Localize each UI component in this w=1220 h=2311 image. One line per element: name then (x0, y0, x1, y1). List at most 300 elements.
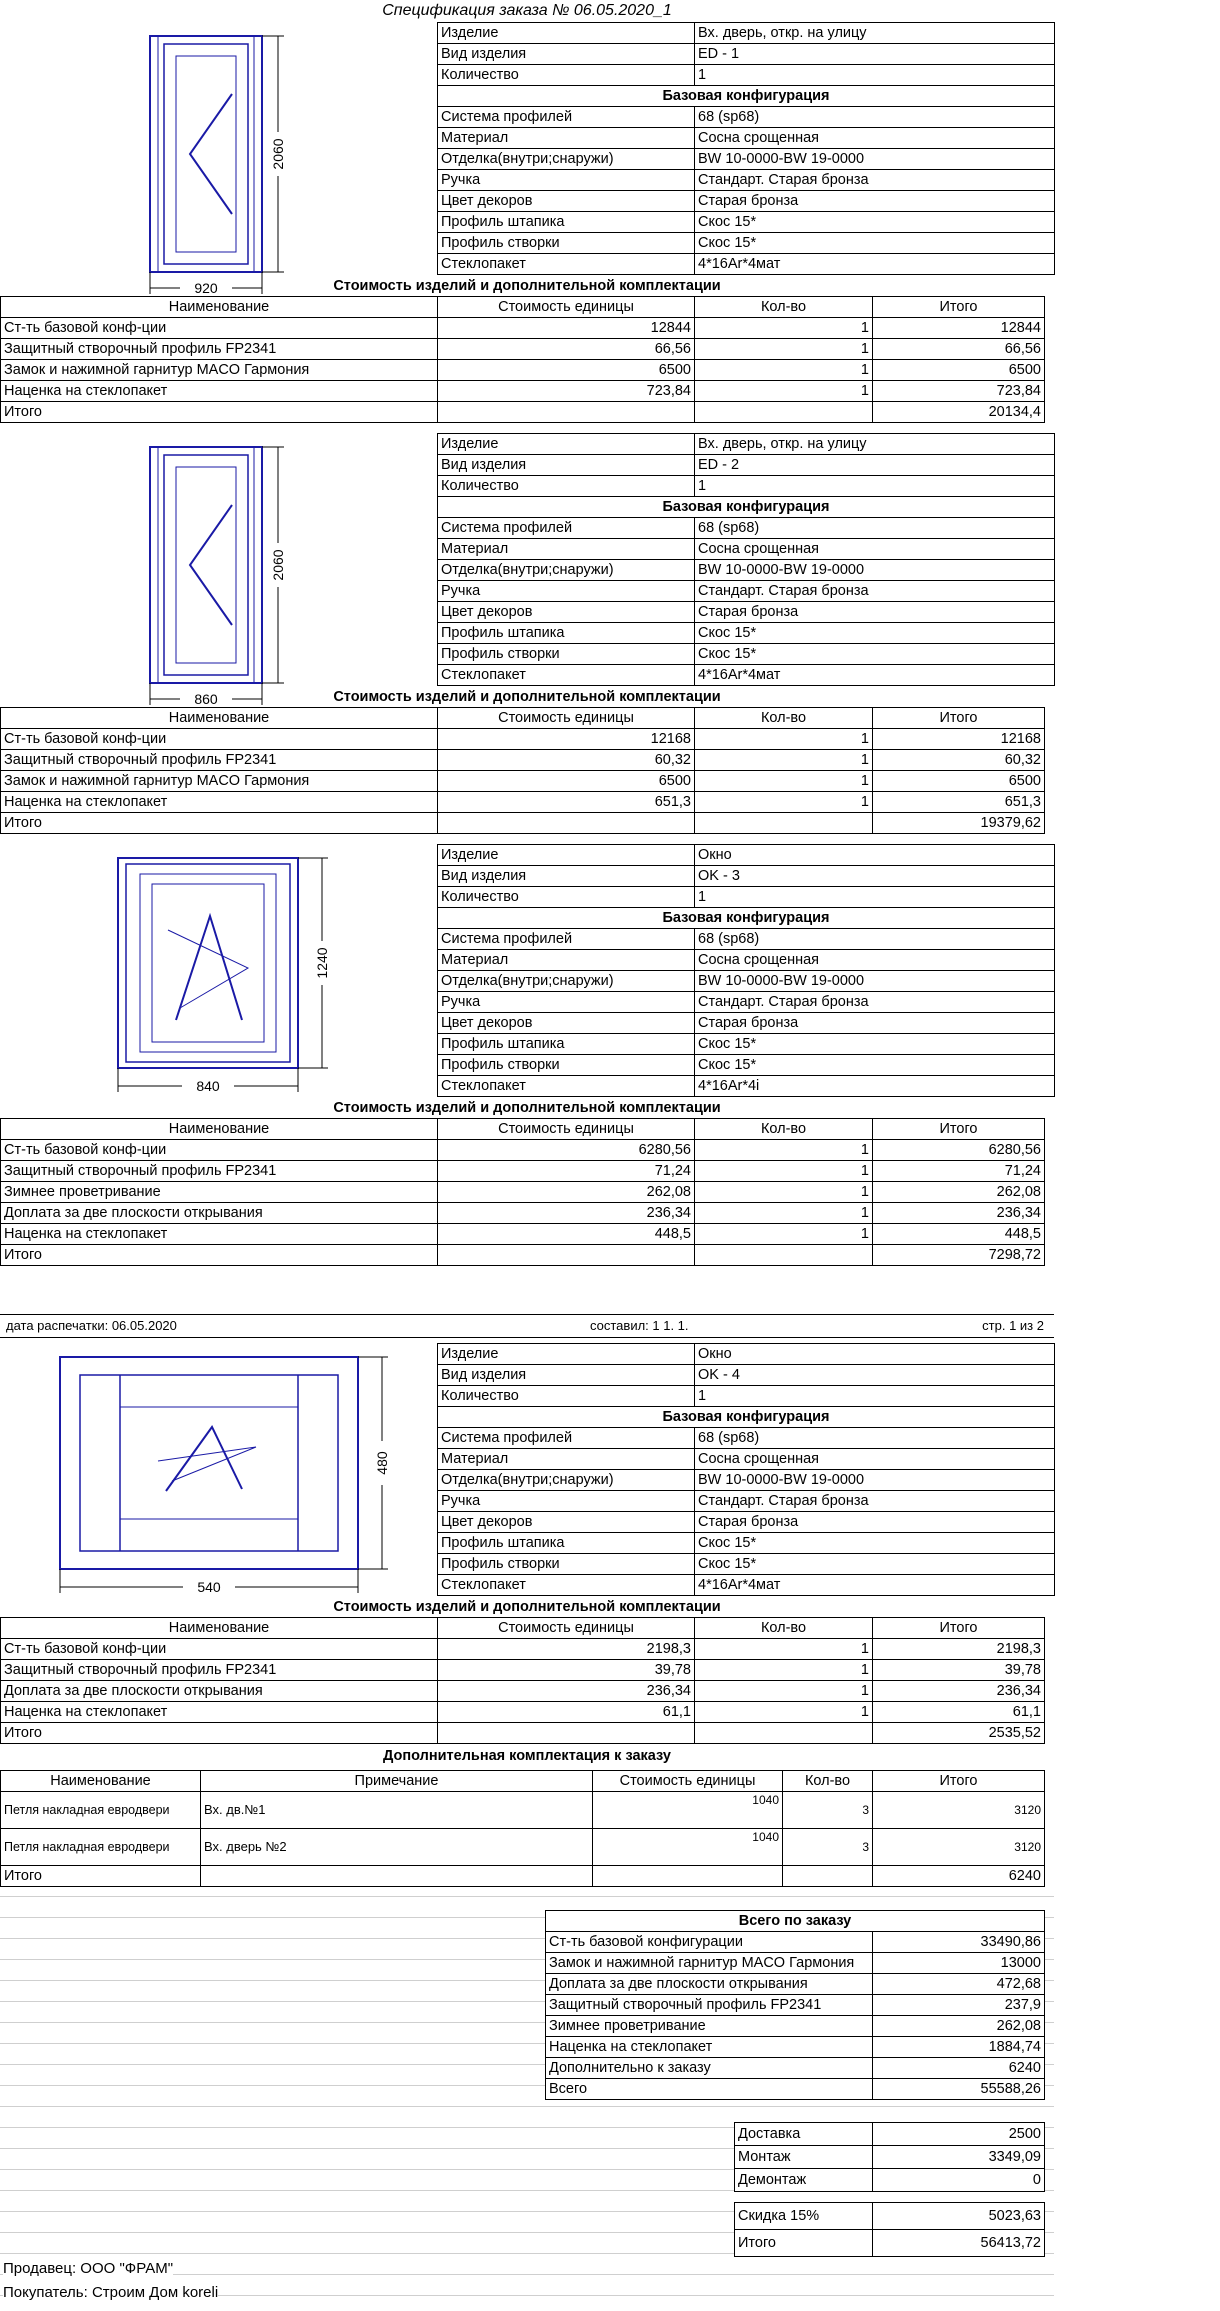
config-value: Скос 15* (695, 1034, 1055, 1055)
col-name-header: Наименование (1, 708, 438, 729)
config-label: Материал (438, 539, 695, 560)
spec-row (438, 44, 1055, 65)
cost-qty: 1 (695, 1182, 873, 1203)
base-config-title: Базовая конфигурация (438, 1407, 1055, 1428)
product-drawing (0, 1343, 420, 1607)
service-row (735, 2169, 1045, 2192)
cost-name: Замок и нажимной гарнитур MACO Гармония (1, 360, 438, 381)
config-value: 4*16Ar*4мат (695, 665, 1055, 686)
spec-value: 1 (695, 1386, 1055, 1407)
config-label: Цвет декоров (438, 1512, 695, 1533)
cost-name: Наценка на стеклопакет (1, 381, 438, 402)
config-value: 4*16Ar*4мат (695, 1575, 1055, 1596)
summary-value: 1884,74 (873, 2037, 1045, 2058)
extra-qty: 3 (783, 1792, 873, 1829)
cost-qty: 1 (695, 318, 873, 339)
config-row (438, 1428, 1055, 1449)
extra-grand-total: 6240 (873, 1866, 1045, 1887)
config-value: Сосна срощенная (695, 950, 1055, 971)
spec-table (437, 22, 1055, 275)
cost-total-row (1, 402, 1045, 423)
summary-value: 262,08 (873, 2016, 1045, 2037)
summary-name: Ст-ть базовой конфигурации (546, 1932, 873, 1953)
cost-row (1, 339, 1045, 360)
service-name: Доставка (735, 2123, 873, 2146)
spec-label: Вид изделия (438, 44, 695, 65)
config-row (438, 992, 1055, 1013)
cost-name: Замок и нажимной гарнитур MACO Гармония (1, 771, 438, 792)
col-unit-header: Стоимость единицы (438, 297, 695, 318)
spec-label: Вид изделия (438, 455, 695, 476)
config-value: Старая бронза (695, 1013, 1055, 1034)
cost-total: 6500 (873, 771, 1045, 792)
summary-name: Всего (546, 2079, 873, 2100)
base-config-header (438, 497, 1055, 518)
cost-unit: 448,5 (438, 1224, 695, 1245)
extra-qty: 3 (783, 1829, 873, 1866)
config-label: Цвет декоров (438, 1013, 695, 1034)
spec-label: Количество (438, 887, 695, 908)
spec-label: Количество (438, 65, 695, 86)
cost-unit: 6500 (438, 360, 695, 381)
cost-unit: 6500 (438, 771, 695, 792)
config-row (438, 1470, 1055, 1491)
config-value: Старая бронза (695, 191, 1055, 212)
config-label: Система профилей (438, 107, 695, 128)
spec-value: Окно (695, 1344, 1055, 1365)
config-label: Отделка(внутри;снаружи) (438, 1470, 695, 1491)
config-value: Старая бронза (695, 602, 1055, 623)
cost-row (1, 318, 1045, 339)
summary-name: Наценка на стеклопакет (546, 2037, 873, 2058)
cost-name: Наценка на стеклопакет (1, 1224, 438, 1245)
cost-total-label: Итого (1, 1723, 438, 1744)
service-value: 2500 (873, 2123, 1045, 2146)
config-row (438, 929, 1055, 950)
product-drawing (0, 433, 420, 707)
width-dimension: 840 (196, 1078, 220, 1094)
cost-unit: 236,34 (438, 1681, 695, 1702)
extra-col-unit: Стоимость единицы (593, 1771, 783, 1792)
extra-name: Петля накладная евродвери (1, 1792, 201, 1829)
seller: Продавец: ООО "ФРАМ" (3, 2260, 174, 2277)
config-row (438, 128, 1055, 149)
cost-qty: 1 (695, 360, 873, 381)
extra-col-total: Итого (873, 1771, 1045, 1792)
extra-col-note: Примечание (201, 1771, 593, 1792)
config-label: Профиль штапика (438, 212, 695, 233)
cost-table (0, 1617, 1045, 1744)
cost-name: Доплата за две плоскости открывания (1, 1203, 438, 1224)
cost-total: 60,32 (873, 750, 1045, 771)
config-row (438, 212, 1055, 233)
summary-row (546, 2037, 1045, 2058)
cost-name: Ст-ть базовой конф-ции (1, 318, 438, 339)
config-row (438, 581, 1055, 602)
config-row (438, 1554, 1055, 1575)
cost-table (0, 296, 1045, 423)
summary-value: 472,68 (873, 1974, 1045, 1995)
cost-qty: 1 (695, 792, 873, 813)
cost-qty: 1 (695, 750, 873, 771)
config-value: Скос 15* (695, 644, 1055, 665)
spec-label: Изделие (438, 1344, 695, 1365)
cost-name: Ст-ть базовой конф-ции (1, 1140, 438, 1161)
config-value: Скос 15* (695, 233, 1055, 254)
col-qty-header: Кол-во (695, 1618, 873, 1639)
spec-row (438, 23, 1055, 44)
summary-row (546, 2058, 1045, 2079)
extra-row (1, 1792, 1045, 1829)
config-row (438, 233, 1055, 254)
cost-grand-total: 20134,4 (873, 402, 1045, 423)
cost-total-row (1, 1245, 1045, 1266)
cost-total-row (1, 1723, 1045, 1744)
cost-qty: 1 (695, 381, 873, 402)
spec-row (438, 476, 1055, 497)
spec-label: Изделие (438, 434, 695, 455)
col-total-header: Итого (873, 1618, 1045, 1639)
extra-header-row (1, 1771, 1045, 1792)
discount-name: Скидка 15% (735, 2203, 873, 2230)
cost-row (1, 1140, 1045, 1161)
config-label: Материал (438, 128, 695, 149)
cost-total-label: Итого (1, 813, 438, 834)
base-config-header (438, 1407, 1055, 1428)
config-label: Цвет декоров (438, 191, 695, 212)
extra-note: Вх. дверь №2 (201, 1829, 593, 1866)
cost-unit: 236,34 (438, 1203, 695, 1224)
config-value: Скос 15* (695, 1554, 1055, 1575)
height-dimension: 2060 (270, 138, 286, 170)
config-label: Стеклопакет (438, 1575, 695, 1596)
grand-total-label: Итого (735, 2230, 873, 2257)
cost-table (0, 1118, 1045, 1266)
summary-row (546, 2016, 1045, 2037)
product-drawing (0, 844, 420, 1108)
spec-row (438, 1386, 1055, 1407)
cost-total-label: Итого (1, 1245, 438, 1266)
config-value: Сосна срощенная (695, 1449, 1055, 1470)
base-config-title: Базовая конфигурация (438, 86, 1055, 107)
extra-total: 3120 (873, 1792, 1045, 1829)
config-row (438, 623, 1055, 644)
config-label: Отделка(внутри;снаружи) (438, 971, 695, 992)
cost-unit: 12844 (438, 318, 695, 339)
col-qty-header: Кол-во (695, 1119, 873, 1140)
config-value: 68 (sp68) (695, 518, 1055, 539)
config-value: Скос 15* (695, 1533, 1055, 1554)
width-dimension: 860 (194, 691, 218, 707)
summary-row (546, 1995, 1045, 2016)
config-label: Ручка (438, 170, 695, 191)
spec-row (438, 455, 1055, 476)
cost-total-row (1, 813, 1045, 834)
col-unit-header: Стоимость единицы (438, 1618, 695, 1639)
cost-name: Наценка на стеклопакет (1, 1702, 438, 1723)
config-label: Профиль створки (438, 644, 695, 665)
extra-note: Вх. дв.№1 (201, 1792, 593, 1829)
col-total-header: Итого (873, 708, 1045, 729)
config-value: BW 10-0000-BW 19-0000 (695, 971, 1055, 992)
spec-label: Изделие (438, 23, 695, 44)
grand-total-row (735, 2230, 1045, 2257)
config-label: Профиль створки (438, 233, 695, 254)
config-value: BW 10-0000-BW 19-0000 (695, 149, 1055, 170)
config-value: Скос 15* (695, 1055, 1055, 1076)
spec-value: OK - 3 (695, 866, 1055, 887)
extra-unit: 1040 (593, 1792, 783, 1829)
cost-qty: 1 (695, 1140, 873, 1161)
cost-grand-total: 19379,62 (873, 813, 1045, 834)
config-value: 68 (sp68) (695, 929, 1055, 950)
cost-total: 12168 (873, 729, 1045, 750)
config-row (438, 191, 1055, 212)
config-row (438, 665, 1055, 686)
cost-unit: 12168 (438, 729, 695, 750)
cost-qty: 1 (695, 1224, 873, 1245)
config-label: Цвет декоров (438, 602, 695, 623)
extra-table (0, 1770, 1045, 1887)
service-value: 0 (873, 2169, 1045, 2192)
extra-col-qty: Кол-во (783, 1771, 873, 1792)
config-value: Скос 15* (695, 623, 1055, 644)
height-dimension: 1240 (314, 947, 330, 979)
config-row (438, 1449, 1055, 1470)
summary-value: 237,9 (873, 1995, 1045, 2016)
config-label: Стеклопакет (438, 254, 695, 275)
spec-label: Изделие (438, 845, 695, 866)
config-value: BW 10-0000-BW 19-0000 (695, 560, 1055, 581)
config-row (438, 950, 1055, 971)
extra-total-label: Итого (1, 1866, 201, 1887)
summary-value: 33490,86 (873, 1932, 1045, 1953)
cost-unit: 2198,3 (438, 1639, 695, 1660)
height-dimension: 480 (374, 1451, 390, 1475)
service-name: Монтаж (735, 2146, 873, 2169)
service-value: 3349,09 (873, 2146, 1045, 2169)
spec-row (438, 845, 1055, 866)
cost-section-title: Стоимость изделий и дополнительной комплектации (333, 689, 721, 705)
spec-label: Количество (438, 476, 695, 497)
extra-row (1, 1829, 1045, 1866)
discount-value: 5023,63 (873, 2203, 1045, 2230)
config-value: Стандарт. Старая бронза (695, 992, 1055, 1013)
summary-row (546, 1974, 1045, 1995)
cost-table (0, 707, 1045, 834)
summary-header-row (546, 1911, 1045, 1932)
extra-unit: 1040 (593, 1829, 783, 1866)
cost-section-title: Стоимость изделий и дополнительной комплектации (333, 278, 721, 294)
cost-unit: 39,78 (438, 1660, 695, 1681)
config-row (438, 1575, 1055, 1596)
config-label: Система профилей (438, 929, 695, 950)
cost-qty: 1 (695, 1161, 873, 1182)
config-label: Профиль створки (438, 1055, 695, 1076)
cost-row (1, 1203, 1045, 1224)
summary-value: 6240 (873, 2058, 1045, 2079)
summary-value: 55588,26 (873, 2079, 1045, 2100)
cost-qty: 1 (695, 1681, 873, 1702)
cost-total-label: Итого (1, 402, 438, 423)
config-label: Профиль штапика (438, 1533, 695, 1554)
cost-total: 236,34 (873, 1681, 1045, 1702)
cost-total: 2198,3 (873, 1639, 1045, 1660)
col-total-header: Итого (873, 1119, 1045, 1140)
page-number: стр. 1 из 2 (982, 1318, 1044, 1333)
cost-name: Защитный створочный профиль FP2341 (1, 750, 438, 771)
col-name-header: Наименование (1, 1119, 438, 1140)
cost-row (1, 1639, 1045, 1660)
cost-row (1, 1681, 1045, 1702)
config-row (438, 518, 1055, 539)
config-value: 4*16Ar*4i (695, 1076, 1055, 1097)
config-row (438, 971, 1055, 992)
config-label: Система профилей (438, 1428, 695, 1449)
summary-row (546, 1953, 1045, 1974)
width-dimension: 540 (197, 1579, 221, 1595)
config-row (438, 1055, 1055, 1076)
cost-name: Защитный створочный профиль FP2341 (1, 339, 438, 360)
summary-name: Дополнительно к заказу (546, 2058, 873, 2079)
author: составил: 1 1. 1. (590, 1318, 689, 1333)
cost-row (1, 1660, 1045, 1681)
cost-row (1, 381, 1045, 402)
spec-label: Вид изделия (438, 866, 695, 887)
spec-value: 1 (695, 887, 1055, 908)
spec-label: Количество (438, 1386, 695, 1407)
cost-total: 723,84 (873, 381, 1045, 402)
cost-grand-total: 2535,52 (873, 1723, 1045, 1744)
cost-qty: 1 (695, 1660, 873, 1681)
config-label: Стеклопакет (438, 665, 695, 686)
config-value: Старая бронза (695, 1512, 1055, 1533)
cost-grand-total: 7298,72 (873, 1245, 1045, 1266)
summary-name: Защитный створочный профиль FP2341 (546, 1995, 873, 2016)
config-label: Профиль штапика (438, 1034, 695, 1055)
page-footer (0, 1314, 1054, 1338)
summary-value: 13000 (873, 1953, 1045, 1974)
config-row (438, 170, 1055, 191)
service-name: Демонтаж (735, 2169, 873, 2192)
product-drawing (0, 22, 420, 296)
col-qty-header: Кол-во (695, 297, 873, 318)
spec-row (438, 1344, 1055, 1365)
col-unit-header: Стоимость единицы (438, 1119, 695, 1140)
cost-total: 236,34 (873, 1203, 1045, 1224)
cost-unit: 66,56 (438, 339, 695, 360)
col-total-header: Итого (873, 297, 1045, 318)
cost-row (1, 1161, 1045, 1182)
cost-row (1, 360, 1045, 381)
config-value: 68 (sp68) (695, 1428, 1055, 1449)
width-dimension: 920 (194, 280, 218, 296)
cost-row (1, 1224, 1045, 1245)
cost-qty: 1 (695, 1639, 873, 1660)
cost-header-row (1, 708, 1045, 729)
spec-label: Вид изделия (438, 1365, 695, 1386)
summary-row (546, 2079, 1045, 2100)
config-label: Профиль створки (438, 1554, 695, 1575)
discount-row (735, 2203, 1045, 2230)
summary-table (545, 1910, 1045, 2100)
config-value: Сосна срощенная (695, 539, 1055, 560)
config-value: BW 10-0000-BW 19-0000 (695, 1470, 1055, 1491)
config-value: Стандарт. Старая бронза (695, 1491, 1055, 1512)
spec-value: OK - 4 (695, 1365, 1055, 1386)
spec-table (437, 844, 1055, 1097)
cost-section-title: Стоимость изделий и дополнительной комплектации (333, 1100, 721, 1116)
config-value: Стандарт. Старая бронза (695, 170, 1055, 191)
service-row (735, 2123, 1045, 2146)
config-row (438, 560, 1055, 581)
spec-row (438, 65, 1055, 86)
cost-name: Наценка на стеклопакет (1, 792, 438, 813)
summary-name: Замок и нажимной гарнитур MACO Гармония (546, 1953, 873, 1974)
cost-unit: 71,24 (438, 1161, 695, 1182)
config-value: 4*16Ar*4мат (695, 254, 1055, 275)
extra-name: Петля накладная евродвери (1, 1829, 201, 1866)
cost-total: 651,3 (873, 792, 1045, 813)
config-label: Ручка (438, 1491, 695, 1512)
cost-qty: 1 (695, 339, 873, 360)
spec-value: 1 (695, 65, 1055, 86)
config-label: Профиль штапика (438, 623, 695, 644)
config-value: Сосна срощенная (695, 128, 1055, 149)
cost-qty: 1 (695, 729, 873, 750)
spec-table (437, 433, 1055, 686)
config-row (438, 539, 1055, 560)
spec-value: Вх. дверь, откр. на улицу (695, 434, 1055, 455)
height-dimension: 2060 (270, 549, 286, 581)
cost-total: 12844 (873, 318, 1045, 339)
spec-table (437, 1343, 1055, 1596)
extra-col-name: Наименование (1, 1771, 201, 1792)
config-row (438, 644, 1055, 665)
col-name-header: Наименование (1, 1618, 438, 1639)
cost-unit: 61,1 (438, 1702, 695, 1723)
cost-unit: 651,3 (438, 792, 695, 813)
extra-total: 3120 (873, 1829, 1045, 1866)
spec-value: Окно (695, 845, 1055, 866)
base-config-title: Базовая конфигурация (438, 908, 1055, 929)
config-label: Стеклопакет (438, 1076, 695, 1097)
cost-row (1, 1702, 1045, 1723)
config-row (438, 1533, 1055, 1554)
col-name-header: Наименование (1, 297, 438, 318)
summary-name: Зимнее проветривание (546, 2016, 873, 2037)
spec-value: Вх. дверь, откр. на улицу (695, 23, 1055, 44)
config-label: Ручка (438, 992, 695, 1013)
buyer: Покупатель: Строим Дом koreli (3, 2284, 219, 2301)
config-row (438, 254, 1055, 275)
cost-unit: 262,08 (438, 1182, 695, 1203)
base-config-header (438, 908, 1055, 929)
print-date: дата распечатки: 06.05.2020 (6, 1318, 177, 1333)
cost-name: Ст-ть базовой конф-ции (1, 1639, 438, 1660)
discount-table (734, 2202, 1045, 2257)
config-value: 68 (sp68) (695, 107, 1055, 128)
cost-row (1, 729, 1045, 750)
summary-row (546, 1932, 1045, 1953)
cost-name: Ст-ть базовой конф-ции (1, 729, 438, 750)
page-title: Спецификация заказа № 06.05.2020_1 (382, 2, 672, 19)
summary-name: Доплата за две плоскости открывания (546, 1974, 873, 1995)
cost-qty: 1 (695, 1203, 873, 1224)
summary-title: Всего по заказу (546, 1911, 1045, 1932)
config-label: Отделка(внутри;снаружи) (438, 560, 695, 581)
cost-unit: 6280,56 (438, 1140, 695, 1161)
